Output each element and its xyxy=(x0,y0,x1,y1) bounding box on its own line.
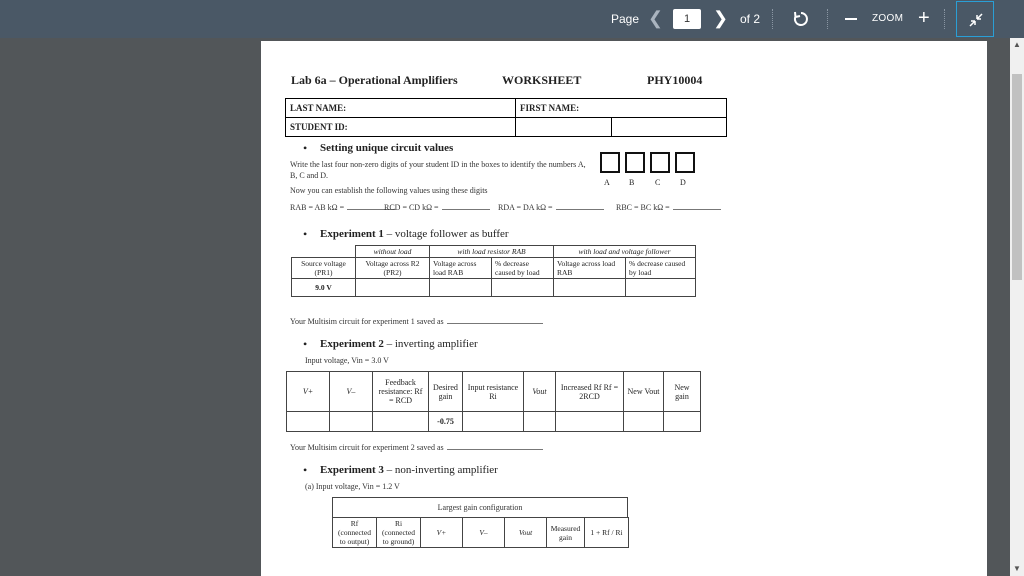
resistor-rcd: RCD = CD kΩ = xyxy=(384,203,490,212)
col-header: Voltage across load RAB xyxy=(430,258,492,279)
table-cell[interactable] xyxy=(430,279,492,297)
bullet: • xyxy=(303,463,308,477)
setup-instructions: Write the last four non-zero digits of your student ID in the boxes to identify the numbers A, B, C and D. xyxy=(290,160,586,180)
source-voltage-value: 9.0 V xyxy=(292,279,356,297)
col-header: Feedback resistance: Rf = RCD xyxy=(373,372,429,412)
exp2-table xyxy=(286,371,701,432)
box-label: D xyxy=(680,178,686,187)
exp2-heading: Experiment 2 – inverting amplifier xyxy=(320,338,478,350)
col-header: 1 + Rf / Ri xyxy=(585,518,629,548)
course-code: PHY10004 xyxy=(647,73,703,87)
table-cell[interactable] xyxy=(373,412,429,432)
bullet: • xyxy=(303,337,308,351)
next-page-button[interactable]: ❯ xyxy=(713,8,729,28)
rotate-icon xyxy=(792,10,810,28)
table-cell[interactable] xyxy=(556,412,624,432)
toolbar-divider xyxy=(772,9,773,29)
setup-instructions-2: Now you can establish the following values using these digits xyxy=(290,186,488,195)
table-cell[interactable] xyxy=(330,412,373,432)
last-name-cell: LAST NAME: xyxy=(286,99,516,118)
bullet: • xyxy=(303,141,308,155)
desired-gain-value: -0.75 xyxy=(429,412,463,432)
col-header: Voltage across load RAB xyxy=(554,258,626,279)
viewer-toolbar xyxy=(0,0,1024,38)
doc-title: Lab 6a – Operational Amplifiers xyxy=(291,73,458,87)
resistor-rab: RAB = AB kΩ = xyxy=(290,203,395,212)
exp3-input-voltage: (a) Input voltage, Vin = 1.2 V xyxy=(305,482,400,491)
vertical-scrollbar[interactable] xyxy=(1010,38,1024,576)
empty-cell xyxy=(612,118,727,137)
box-label: C xyxy=(655,178,661,187)
previous-page-button[interactable]: ❮ xyxy=(648,8,664,28)
toolbar-divider xyxy=(827,9,828,29)
col-header: Desired gain xyxy=(429,372,463,412)
group-header: without load xyxy=(356,246,430,258)
digit-box-a[interactable] xyxy=(600,152,620,173)
page-count: of 2 xyxy=(740,12,761,26)
document-page xyxy=(261,41,987,576)
page-number-input[interactable] xyxy=(673,9,701,29)
col-header: V– xyxy=(463,518,505,548)
col-header: New gain xyxy=(664,372,701,412)
toolbar-divider xyxy=(944,9,945,29)
table-cell[interactable] xyxy=(664,412,701,432)
col-header: New Vout xyxy=(624,372,664,412)
col-header: Source voltage (PR1) xyxy=(292,258,356,279)
empty-cell xyxy=(292,246,356,258)
resistor-rda: RDA = DA kΩ = xyxy=(498,203,604,212)
student-info-table xyxy=(285,98,727,137)
exp2-input-voltage: Input voltage, Vin = 3.0 V xyxy=(305,356,389,365)
exp1-heading: Experiment 1 – voltage follower as buffer xyxy=(320,228,509,240)
zoom-in-button[interactable]: + xyxy=(918,7,930,29)
worksheet-label: WORKSHEET xyxy=(502,73,582,87)
exp2-saved-as: Your Multisim circuit for experiment 2 saved as xyxy=(290,443,543,452)
exp3-table xyxy=(332,517,629,548)
digit-box-c[interactable] xyxy=(650,152,670,173)
table-cell[interactable] xyxy=(524,412,556,432)
scroll-down-arrow[interactable]: ▼ xyxy=(1013,564,1021,573)
col-header: % decrease caused by load xyxy=(492,258,554,279)
col-header: Input resistance Ri xyxy=(463,372,524,412)
box-label: A xyxy=(604,178,610,187)
table-cell[interactable] xyxy=(492,279,554,297)
table-cell[interactable] xyxy=(554,279,626,297)
col-header: % decrease caused by load xyxy=(626,258,696,279)
col-header: V+ xyxy=(421,518,463,548)
col-header: Increased Rf Rf = 2RCD xyxy=(556,372,624,412)
scroll-up-arrow[interactable]: ▲ xyxy=(1013,40,1021,49)
col-header: Ri (connected to ground) xyxy=(377,518,421,548)
col-header: Voltage across R2 (PR2) xyxy=(356,258,430,279)
bullet: • xyxy=(303,227,308,241)
col-header: Rf (connected to output) xyxy=(333,518,377,548)
student-id-cell: STUDENT ID: xyxy=(286,118,516,137)
table-cell[interactable] xyxy=(463,412,524,432)
table-cell[interactable] xyxy=(356,279,430,297)
exp1-table xyxy=(291,245,696,297)
table-cell[interactable] xyxy=(287,412,330,432)
col-header: Vout xyxy=(524,372,556,412)
group-header: with load resistor RAB xyxy=(430,246,554,258)
fit-page-button[interactable] xyxy=(956,1,994,37)
resistor-rbc: RBC = BC kΩ = xyxy=(616,203,721,212)
exp3-heading: Experiment 3 – non-inverting amplifier xyxy=(320,464,498,476)
col-header: V+ xyxy=(287,372,330,412)
box-label: B xyxy=(629,178,635,187)
rotate-button[interactable] xyxy=(792,10,810,28)
setup-heading: Setting unique circuit values xyxy=(320,142,454,154)
col-header: V– xyxy=(330,372,373,412)
scroll-thumb[interactable] xyxy=(1012,74,1022,280)
exp1-saved-as: Your Multisim circuit for experiment 1 saved as xyxy=(290,317,543,326)
col-header: Vout xyxy=(505,518,547,548)
zoom-label: ZOOM xyxy=(872,13,904,24)
collapse-icon xyxy=(967,11,985,29)
first-name-cell: FIRST NAME: xyxy=(516,99,727,118)
digit-box-d[interactable] xyxy=(675,152,695,173)
group-header: with load and voltage follower xyxy=(554,246,696,258)
zoom-out-button[interactable] xyxy=(845,18,857,20)
table-cell[interactable] xyxy=(626,279,696,297)
empty-cell xyxy=(516,118,612,137)
col-header: Measured gain xyxy=(547,518,585,548)
digit-box-b[interactable] xyxy=(625,152,645,173)
table-cell[interactable] xyxy=(624,412,664,432)
exp3-table-caption: Largest gain configuration xyxy=(332,497,628,517)
page-label: Page xyxy=(611,12,640,26)
